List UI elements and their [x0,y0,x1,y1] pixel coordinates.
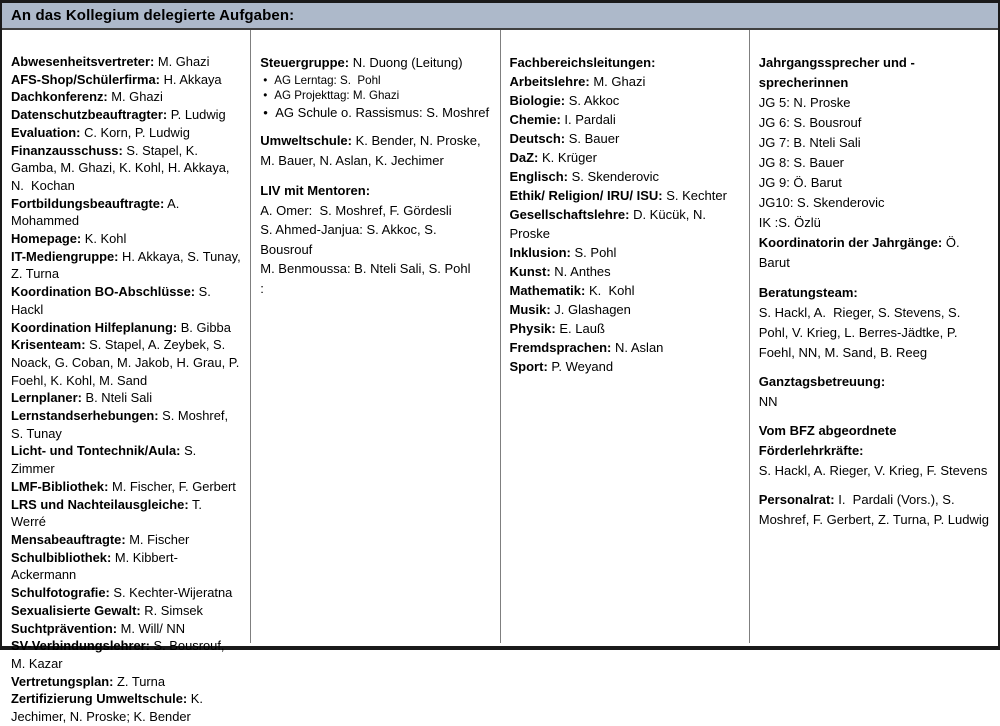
item-text: S. Skenderovic [568,169,660,184]
item-text: H. Akkaya, S. Tunay, Z. Turna [11,248,245,282]
item-label: LRS und Nachteilausgleiche: [11,496,189,512]
item-text: : [260,280,264,296]
item-text: A. Mohammed [11,195,183,229]
list-item [510,262,740,281]
item-label: Steuergruppe: [260,55,350,70]
list-item [510,186,740,205]
list-item [11,71,241,89]
list-item [510,357,740,376]
list-item [510,72,740,91]
item-text: S. Stapel, K. Gamba, M. Ghazi, K. Kohl, H. Akkaya, N. Kochan [11,142,234,193]
item-text: D. Kücük, N. Proske [509,207,710,241]
item-label: Schulfotografie: [11,585,110,601]
item-text: K. Kohl [585,283,635,298]
list-item [510,319,740,338]
item-text: K. Jechimer, N. Proske; K. Bender [11,691,207,725]
section-heading [260,181,490,201]
section-spacer [759,481,989,490]
section-heading [759,421,989,461]
item-text: H. Akkaya [159,71,222,87]
item-label: Sport: [509,359,548,374]
list-item [11,336,241,389]
item-label: Kunst: [509,264,551,279]
list-item [11,531,241,549]
item-label: IT-Mediengruppe: [11,248,119,264]
item-label: Evaluation: [11,124,81,140]
section-heading [759,283,989,303]
item-label: Umweltschule: [260,133,352,148]
list-item [510,338,740,357]
item-text: IK :S. Özlü [758,215,821,230]
item-text: R. Simsek [140,602,204,618]
item-label: Englisch: [509,169,569,184]
item-label: Mensabeauftragte: [11,531,126,547]
bullet-icon: • [263,104,268,120]
item-label: Abwesenheitsvertreter: [11,54,155,69]
item-label: Licht- und Tontechnik/Aula: [11,443,181,459]
item-text: S. Zimmer [11,443,200,477]
list-item [11,496,241,531]
item-text: S. Akkoc [565,93,620,108]
item-label: Dachkonferenz: [11,89,108,105]
item-text: I. Pardali [560,112,616,127]
item-text: JG 8: S. Bauer [758,155,845,170]
item-text: S. Hackl, A. Rieger, S. Stevens, S. Pohl, V. Krieg, L. Berres-Jädtke, P. Foehl, NN, M. Sand, B. Reeg [758,305,965,360]
item-text: JG 9: Ö. Barut [758,175,842,190]
item-text: M. Benmoussa: B. Nteli Sali, S. Pohl [260,261,471,276]
list-item [11,142,241,195]
item-text: B. Gibba [177,319,231,335]
table-header-band [2,3,998,30]
item-text: NN [758,394,778,409]
list-item [759,133,989,153]
section-heading [759,53,989,93]
item-label: Koordinatorin der Jahrgänge: [758,235,943,250]
list-item [260,259,490,279]
item-text: Z. Turna [113,673,166,689]
list-item [11,53,241,71]
item-text: M. Will/ NN [117,620,186,636]
list-item [260,201,490,221]
item-label: Schulbibliothek: [11,549,112,565]
list-item [11,389,241,407]
table-body [2,30,998,725]
list-item [11,584,241,602]
item-text: S. Moshref, S. Tunay [11,408,232,441]
list-item [260,73,490,89]
list-item [759,461,989,481]
list-item [510,129,740,148]
item-text: J. Glashagen [550,302,631,317]
item-text: M. Ghazi [589,74,646,89]
item-label: Koordination BO-Abschlüsse: [11,284,196,300]
list-item [260,131,490,170]
item-text: P. Weyand [547,359,614,374]
list-item [260,104,490,122]
item-label: Beratungsteam: [758,285,858,300]
item-label: Gesellschaftslehre: [509,207,630,222]
list-item [510,110,740,129]
item-label: Jahrgangssprecher und -sprecherinnen [758,55,915,90]
list-item [759,153,989,173]
item-label: Arbeitslehre: [509,74,590,89]
item-label: Fremdsprachen: [509,340,612,355]
list-item [260,220,490,259]
item-text: M. Ghazi [107,89,163,105]
list-item [759,392,989,412]
list-item [11,690,241,725]
item-label: SV-Verbindungslehrer: [11,638,150,654]
item-label: Sexualisierte Gewalt: [11,602,141,618]
list-item [759,233,989,273]
list-item [11,673,241,691]
list-item [11,637,241,672]
column-department-heads [501,30,750,643]
item-text: JG 7: B. Nteli Sali [758,135,861,150]
item-text: B. Nteli Sali [81,390,153,406]
list-item [11,407,241,442]
section-spacer [759,363,989,372]
list-item [510,91,740,110]
item-label: DaZ: [509,150,539,165]
list-item [11,88,241,106]
item-label: Zertifizierung Umweltschule: [11,691,188,707]
item-label: Chemie: [509,112,561,127]
section-spacer [260,170,490,181]
item-text: M. Fischer, F. Gerbert [108,478,236,494]
section-heading [759,372,989,392]
list-item [11,549,241,584]
list-item [759,173,989,193]
item-text: M. Kibbert-Ackermann [11,549,178,583]
item-label: LMF-Bibliothek: [11,478,109,494]
item-label: Musik: [509,302,551,317]
item-text: M. Fischer [125,531,190,547]
item-text: AG Projekttag: M. Ghazi [274,89,400,102]
bullet-icon: • [263,73,268,87]
item-label: Fachbereichsleitungen: [509,55,656,70]
list-item [260,279,490,299]
item-text: T. Werré [11,496,210,530]
list-item [759,490,989,530]
item-text: JG 5: N. Proske [758,95,851,110]
item-text: P. Ludwig [167,107,226,123]
item-text: K. Kohl [81,231,127,247]
item-label: Vertretungsplan: [11,673,114,689]
item-label: Personalrat: [758,492,835,507]
list-item [11,442,241,477]
item-label: Lernplaner: [11,390,82,406]
section-spacer [759,412,989,421]
list-item [759,213,989,233]
item-text: S. Hackl, A. Rieger, V. Krieg, F. Stevens [758,463,988,478]
item-text: K. Bender, N. Proske, M. Bauer, N. Aslan, K. Jechimer [260,133,485,168]
item-text: AG Schule o. Rassismus: S. Moshref [275,104,490,120]
item-label: Physik: [509,321,556,336]
list-item [11,319,241,337]
bullet-icon: • [263,89,268,102]
list-item [11,620,241,638]
item-text: S. Hackl [11,284,215,317]
list-item [759,93,989,113]
item-text: K. Krüger [538,150,597,165]
list-item [759,193,989,213]
item-text: S. Bousrouf, M. Kazar [11,638,229,671]
list-item [510,148,740,167]
item-label: Inklusion: [509,245,571,260]
list-item [11,602,241,620]
item-text: S. Kechter-Wijeratna [109,585,233,601]
column-delegated-tasks [2,30,251,725]
list-item [11,106,241,124]
list-item [11,230,241,248]
page-title: An das Kollegium delegierte Aufgaben: [11,7,295,24]
item-text: S. Bauer [565,131,620,146]
item-text: N. Anthes [550,264,611,279]
item-text: S. Stapel, A. Zeybek, S. Noack, G. Coban, M. Jakob, H. Grau, P. Foehl, K. Kohl, M. Sand [11,337,243,388]
list-item [11,478,241,496]
item-label: Krisenteam: [11,337,86,353]
item-label: Biologie: [509,93,566,108]
item-label: Homepage: [11,231,82,247]
item-text: AG Lerntag: S. Pohl [274,73,381,87]
item-text: C. Korn, P. Ludwig [80,124,190,140]
list-item [11,195,241,230]
list-item [11,248,245,283]
item-text: N. Aslan [611,340,664,355]
item-text: Ö. Barut [758,235,964,270]
list-item [510,243,740,262]
section-spacer [759,273,989,283]
list-item [11,283,241,318]
item-label: Suchtprävention: [11,620,117,636]
list-item [510,281,740,300]
item-text: I. Pardali (Vors.), S. Moshref, F. Gerbert, Z. Turna, P. Ludwig [758,492,989,527]
item-text: N. Duong (Leitung) [349,55,463,70]
item-label: Fortbildungsbeauftragte: [11,195,165,211]
item-label: Ethik/ Religion/ IRU/ ISU: [509,188,663,203]
list-item [510,205,740,243]
item-label: Deutsch: [509,131,566,146]
section-spacer [260,121,490,131]
list-item [759,113,989,133]
item-label: Ganztagsbetreuung: [758,374,886,389]
item-text: S. Ahmed-Janjua: S. Akkoc, S. Bousrouf [260,222,441,257]
column-steering-group [251,30,500,643]
item-label: Vom BFZ abgeordnete Förderlehrkräfte: [758,423,901,458]
item-label: LIV mit Mentoren: [260,183,371,198]
item-text: E. Lauß [555,321,605,336]
list-item [759,303,989,363]
item-label: Datenschutzbeauftragter: [11,107,168,123]
item-label: Finanzausschuss: [11,142,123,158]
item-text: JG 6: S. Bousrouf [758,115,862,130]
item-text: A. Omer: S. Moshref, F. Gördesli [260,202,452,218]
item-text: JG10: S. Skenderovic [758,195,885,210]
item-label: Koordination Hilfeplanung: [11,319,178,335]
list-item [510,167,740,186]
list-item [260,53,490,73]
list-item [260,88,490,104]
item-label: Mathematik: [509,283,586,298]
item-text: S. Pohl [570,245,617,260]
list-item [11,124,241,142]
section-heading [510,53,740,72]
item-text: S. Kechter [662,188,727,203]
item-label: Lernstandserhebungen: [11,408,159,424]
item-label: AFS-Shop/Schülerfirma: [11,71,160,87]
list-item [510,300,740,319]
item-text: M. Ghazi [154,54,210,69]
column-year-speakers [750,30,998,643]
